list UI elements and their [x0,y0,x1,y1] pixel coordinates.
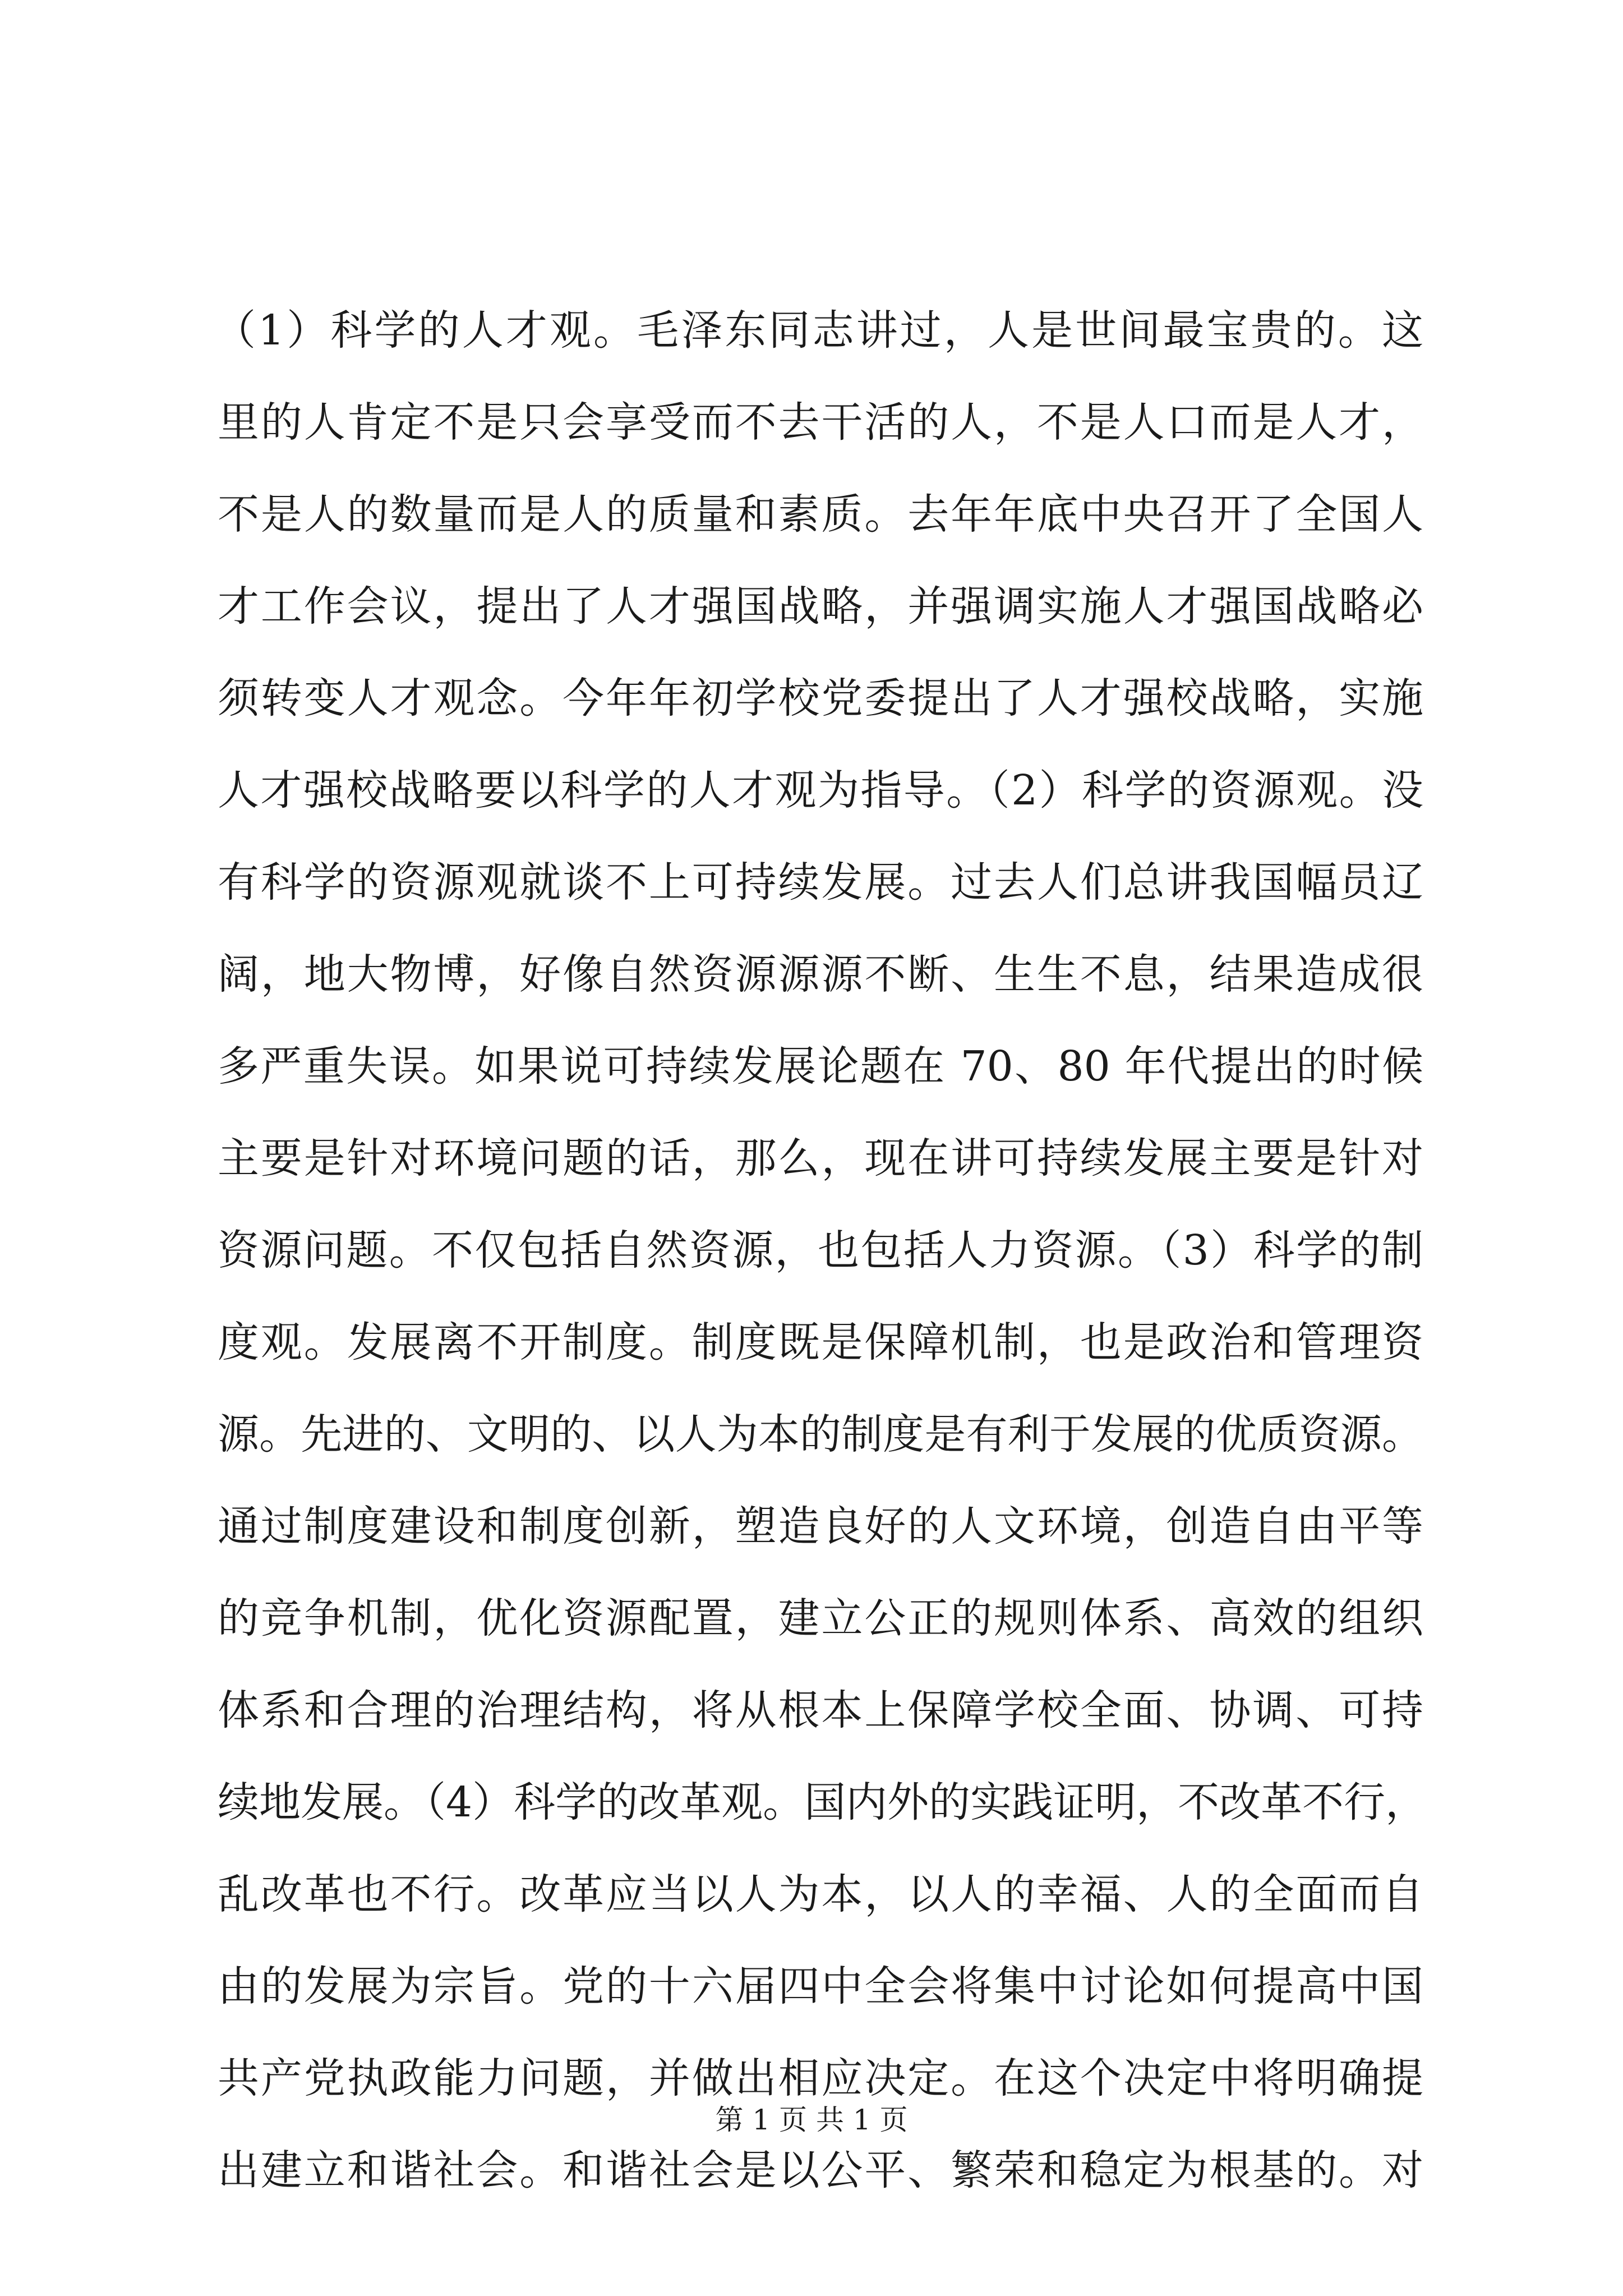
text-line: 体系和合理的治理结构，将从根本上保障学校全面、协调、可持 [218,1686,1423,1734]
page-number-footer: 第 1 页 共 1 页 [715,2104,908,2136]
text-line: 资源问题。不仅包括自然资源，也包括人力资源。（3）科学的制 [218,1226,1423,1274]
text-line: 出建立和谐社会。和谐社会是以公平、繁荣和稳定为根基的。对 [218,2146,1423,2194]
text-line: 通过制度建设和制度创新，塑造良好的人文环境，创造自由平等 [218,1502,1423,1550]
text-line: 多严重失误。如果说可持续发展论题在 70、80 年代提出的时候 [218,1042,1423,1091]
text-line: 主要是针对环境问题的话，那么，现在讲可持续发展主要是针对 [218,1134,1423,1182]
text-line: 度观。发展离不开制度。制度既是保障机制，也是政治和管理资 [218,1318,1423,1366]
text-line: 人才强校战略要以科学的人才观为指导。（2）科学的资源观。没 [218,766,1423,815]
text-line: 源。先进的、文明的、以人为本的制度是有利于发展的优质资源。 [218,1410,1423,1458]
text-line: 共产党执政能力问题，并做出相应决定。在这个决定中将明确提 [218,2054,1423,2102]
text-line: （1）科学的人才观。毛泽东同志讲过，人是世间最宝贵的。这 [214,306,1423,355]
text-line: 才工作会议，提出了人才强国战略，并强调实施人才强国战略必 [218,582,1423,631]
text-line: 不是人的数量而是人的质量和素质。去年年底中央召开了全国人 [218,490,1423,539]
text-line: 里的人肯定不是只会享受而不去干活的人，不是人口而是人才， [218,398,1423,447]
text-line: 有科学的资源观就谈不上可持续发展。过去人们总讲我国幅员辽 [218,858,1423,907]
text-line: 由的发展为宗旨。党的十六届四中全会将集中讨论如何提高中国 [218,1962,1423,2010]
body-paragraph [214,299,1427,2231]
text-line: 乱改革也不行。改革应当以人为本，以人的幸福、人的全面而自 [218,1870,1423,1918]
text-line: 阔，地大物博，好像自然资源源源不断、生生不息，结果造成很 [218,950,1423,999]
text-line: 的竞争机制，优化资源配置，建立公正的规则体系、高效的组织 [218,1594,1423,1642]
text-line: 续地发展。（4）科学的改革观。国内外的实践证明，不改革不行， [218,1778,1427,1826]
text-line: 须转变人才观念。今年年初学校党委提出了人才强校战略，实施 [218,674,1423,723]
